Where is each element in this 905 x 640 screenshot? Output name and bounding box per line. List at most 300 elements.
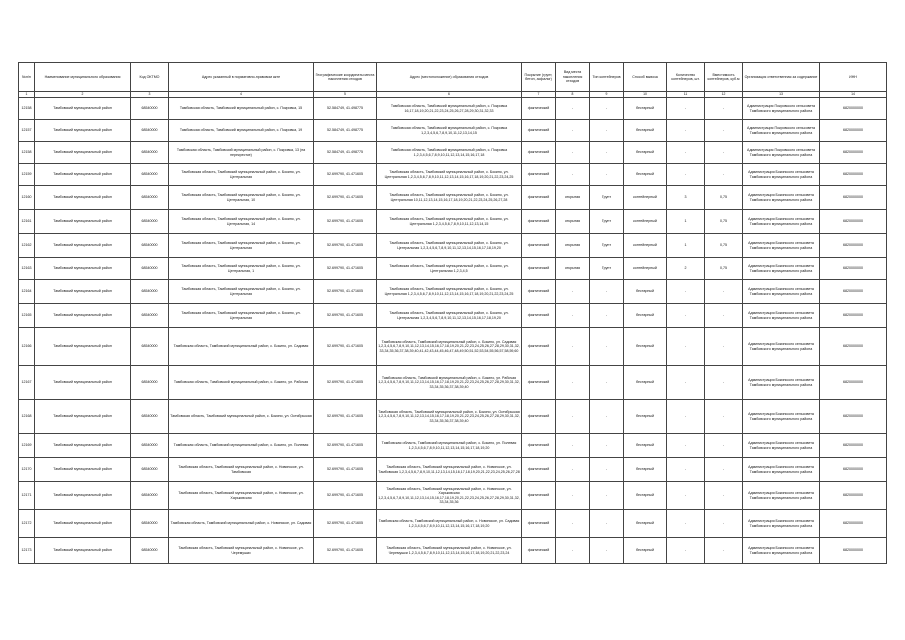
removal-method: бестарный bbox=[624, 142, 667, 164]
header-cell: Адрес указанный в нормативно-правовом акте bbox=[169, 63, 314, 92]
inn-code: 6820000000 bbox=[820, 304, 887, 328]
legal-address: Тамбовская область, Тамбовский муниципальный район, с. Бокино, ул. Садовая bbox=[169, 328, 314, 366]
responsible-organization: Администрация Бокинского сельсовета Тамбовского муниципального района bbox=[743, 280, 820, 304]
removal-method: бестарный bbox=[624, 482, 667, 510]
responsible-organization: Администрация Покровского сельсовета Тамбовского муниципального района bbox=[743, 120, 820, 142]
container-type: Грунт bbox=[590, 234, 624, 258]
container-type: - bbox=[590, 280, 624, 304]
container-volume: - bbox=[705, 400, 743, 434]
inn-code: 6820000000 bbox=[820, 434, 887, 458]
site-kind: - bbox=[556, 304, 590, 328]
row-number: 12168 bbox=[19, 400, 35, 434]
responsible-organization: Администрация Бокинского сельсовета Тамбовского муниципального района bbox=[743, 482, 820, 510]
legal-address: Тамбовская область, Тамбовский муниципальный район, с. Бокино, ул. Центральная bbox=[169, 280, 314, 304]
geo-coordinates: 52.699790, 41.471605 bbox=[314, 538, 377, 564]
waste-origin-address: Тамбовская область, Тамбовский муниципальный район, с. Покровка 16,17,18,19,20,21,22,23,24,25,26,27,28,29,30,31,32,33 bbox=[377, 98, 522, 120]
surface-type: фактический bbox=[522, 482, 556, 510]
table-row bbox=[19, 210, 887, 234]
oktmo-code: 68540000 bbox=[131, 280, 169, 304]
municipality-name: Тамбовский муниципальный район bbox=[35, 400, 131, 434]
oktmo-code: 68540000 bbox=[131, 120, 169, 142]
table-body bbox=[19, 98, 887, 564]
site-kind: - bbox=[556, 120, 590, 142]
municipality-name: Тамбовский муниципальный район bbox=[35, 98, 131, 120]
waste-origin-address: Тамбовская область, Тамбовский муниципальный район, с. Бокино, ул. Садовая 1,2,3,4,5,6,7,8,9,10,11,12,13,14,15,16,17,18,19,20,21,22,23,24,25,26,27,28,29,30,31,32,33,34,35,36,37,38,39,40,41,42,43,44,45,46,47,48,49,50,51,52,53,54,55,56,57,58,59,60 bbox=[377, 328, 522, 366]
header-cell: Тип контейнеров bbox=[590, 63, 624, 92]
container-volume: 0,75 bbox=[705, 186, 743, 210]
municipality-name: Тамбовский муниципальный район bbox=[35, 210, 131, 234]
row-number: 12170 bbox=[19, 458, 35, 482]
site-kind: - bbox=[556, 98, 590, 120]
inn-code: 6820000000 bbox=[820, 258, 887, 280]
waste-origin-address: Тамбовская область, Тамбовский муниципальный район, с. Новинское, ул. Тамбовская 1,2,3,4,5,6,7,8,9,10,11,12,13,14,15,16,17,18,19,20,21,22,23,24,25,26,27,28 bbox=[377, 458, 522, 482]
legal-address: Тамбовская область, Тамбовский муниципальный район, с. Бокино, ул. Рабочая bbox=[169, 366, 314, 400]
table-row bbox=[19, 164, 887, 186]
column-number: 10 bbox=[624, 92, 667, 98]
municipality-name: Тамбовский муниципальный район bbox=[35, 482, 131, 510]
table-row bbox=[19, 120, 887, 142]
container-count: 3 bbox=[667, 186, 705, 210]
site-kind: - bbox=[556, 142, 590, 164]
legal-address: Тамбовская область, Тамбовский муниципальный район, с. Бокино, ул. Центральная, 1 bbox=[169, 258, 314, 280]
container-type: - bbox=[590, 304, 624, 328]
inn-code: 6820000000 bbox=[820, 366, 887, 400]
site-kind: - bbox=[556, 366, 590, 400]
header-cell: Код ОКТМО bbox=[131, 63, 169, 92]
header-cell: Адрес (местоположение) образования отходов bbox=[377, 63, 522, 92]
legal-address: Тамбовская область, Тамбовский муниципальный район, с. Новинское, ул. Тамбовская bbox=[169, 458, 314, 482]
removal-method: бестарный bbox=[624, 280, 667, 304]
container-count: - bbox=[667, 98, 705, 120]
column-number: 14 bbox=[820, 92, 887, 98]
responsible-organization: Администрация Бокинского сельсовета Тамбовского муниципального района bbox=[743, 366, 820, 400]
municipality-name: Тамбовский муниципальный район bbox=[35, 366, 131, 400]
site-kind: - bbox=[556, 510, 590, 538]
header-cell: Вместимость контейнеров, куб.м bbox=[705, 63, 743, 92]
column-number: 4 bbox=[169, 92, 314, 98]
container-count: - bbox=[667, 482, 705, 510]
geo-coordinates: 52.699790, 41.471605 bbox=[314, 164, 377, 186]
oktmo-code: 68540000 bbox=[131, 164, 169, 186]
removal-method: контейнерный bbox=[624, 234, 667, 258]
container-type: - bbox=[590, 98, 624, 120]
surface-type: фактический bbox=[522, 98, 556, 120]
responsible-organization: Администрация Бокинского сельсовета Тамбовского муниципального района bbox=[743, 458, 820, 482]
geo-coordinates: 52.699790, 41.471605 bbox=[314, 234, 377, 258]
container-count: - bbox=[667, 510, 705, 538]
table-row bbox=[19, 482, 887, 510]
removal-method: бестарный bbox=[624, 98, 667, 120]
container-type: - bbox=[590, 328, 624, 366]
column-number: 9 bbox=[590, 92, 624, 98]
responsible-organization: Администрация Покровского сельсовета Тамбовского муниципального района bbox=[743, 142, 820, 164]
container-type: - bbox=[590, 400, 624, 434]
geo-coordinates: 52.699790, 41.471605 bbox=[314, 482, 377, 510]
removal-method: контейнерный bbox=[624, 210, 667, 234]
surface-type: фактический bbox=[522, 510, 556, 538]
legal-address: Тамбовская область, Тамбовский муниципальный район, с. Покровка, 13 (на перекрестке) bbox=[169, 142, 314, 164]
oktmo-code: 68540000 bbox=[131, 366, 169, 400]
geo-coordinates: 52.699790, 41.471605 bbox=[314, 258, 377, 280]
row-number: 12157 bbox=[19, 120, 35, 142]
header-cell: Количество контейнеров, шт. bbox=[667, 63, 705, 92]
row-number: 12164 bbox=[19, 280, 35, 304]
legal-address: Тамбовская область, Тамбовский муниципальный район, с. Бокино, ул. Центральная, 10 bbox=[169, 186, 314, 210]
responsible-organization: Администрация Бокинского сельсовета Тамбовского муниципального района bbox=[743, 164, 820, 186]
column-number: 6 bbox=[377, 92, 522, 98]
table-row bbox=[19, 304, 887, 328]
waste-sites-register-table bbox=[18, 62, 887, 564]
header-cell: Наименование муниципального образования bbox=[35, 63, 131, 92]
oktmo-code: 68540000 bbox=[131, 328, 169, 366]
inn-code: 6820000000 bbox=[820, 510, 887, 538]
inn-code: 6820000000 bbox=[820, 142, 887, 164]
responsible-organization: Администрация Бокинского сельсовета Тамбовского муниципального района bbox=[743, 538, 820, 564]
container-volume: - bbox=[705, 120, 743, 142]
table-row bbox=[19, 538, 887, 564]
container-count: - bbox=[667, 458, 705, 482]
row-number: 12165 bbox=[19, 304, 35, 328]
table-row bbox=[19, 280, 887, 304]
container-type: - bbox=[590, 434, 624, 458]
responsible-organization: Администрация Бокинского сельсовета Тамбовского муниципального района bbox=[743, 328, 820, 366]
removal-method: бестарный bbox=[624, 458, 667, 482]
responsible-organization: Администрация Бокинского сельсовета Тамбовского муниципального района bbox=[743, 304, 820, 328]
waste-origin-address: Тамбовская область, Тамбовский муниципальный район, с. Бокино, ул. Центральная 1,2,3,4,5,6,7,8,9,10,11,12,13,14,15,16,17,18,19,20 bbox=[377, 304, 522, 328]
container-type: - bbox=[590, 120, 624, 142]
container-type: Грунт bbox=[590, 258, 624, 280]
site-kind: - bbox=[556, 164, 590, 186]
site-kind: - bbox=[556, 538, 590, 564]
table-row bbox=[19, 258, 887, 280]
geo-coordinates: 52.699790, 41.471605 bbox=[314, 328, 377, 366]
removal-method: бестарный bbox=[624, 328, 667, 366]
geo-coordinates: 52.699790, 41.471605 bbox=[314, 280, 377, 304]
row-number: 12173 bbox=[19, 538, 35, 564]
oktmo-code: 68540000 bbox=[131, 400, 169, 434]
surface-type: фактический bbox=[522, 434, 556, 458]
container-volume: - bbox=[705, 458, 743, 482]
column-number: 5 bbox=[314, 92, 377, 98]
geo-coordinates: 52.584749, 41.498775 bbox=[314, 98, 377, 120]
container-count: - bbox=[667, 280, 705, 304]
row-number: 12172 bbox=[19, 510, 35, 538]
surface-type: фактический bbox=[522, 210, 556, 234]
responsible-organization: Администрация Бокинского сельсовета Тамбовского муниципального района bbox=[743, 186, 820, 210]
responsible-organization: Администрация Покровского сельсовета Тамбовского муниципального района bbox=[743, 98, 820, 120]
table-row bbox=[19, 366, 887, 400]
table-row bbox=[19, 434, 887, 458]
header-cell: Способ вывоза bbox=[624, 63, 667, 92]
waste-origin-address: Тамбовская область, Тамбовский муниципальный район, с. Бокино, ул. Центральная 10,11,12,13,14,15,16,17,18,19,20,21,22,23,24,25,26,27,28 bbox=[377, 186, 522, 210]
geo-coordinates: 52.699790, 41.471605 bbox=[314, 210, 377, 234]
container-volume: - bbox=[705, 538, 743, 564]
site-kind: открытая bbox=[556, 210, 590, 234]
container-volume: - bbox=[705, 304, 743, 328]
header-cell: Покрытие (грунт, бетон, асфальт) bbox=[522, 63, 556, 92]
surface-type: фактический bbox=[522, 366, 556, 400]
container-volume: 0,75 bbox=[705, 234, 743, 258]
table-row bbox=[19, 510, 887, 538]
container-count: 2 bbox=[667, 258, 705, 280]
header-cell: Географические координаты места накопления отходов bbox=[314, 63, 377, 92]
column-number: 13 bbox=[743, 92, 820, 98]
inn-code: 6820000000 bbox=[820, 234, 887, 258]
column-number: 12 bbox=[705, 92, 743, 98]
container-count: - bbox=[667, 366, 705, 400]
legal-address: Тамбовская область, Тамбовский муниципальный район, с. Бокино, ул. Центральная, 14 bbox=[169, 210, 314, 234]
container-volume: 0,75 bbox=[705, 258, 743, 280]
column-number: 8 bbox=[556, 92, 590, 98]
waste-origin-address: Тамбовская область, Тамбовский муниципальный район, с. Новинское, ул. Харьковская 1,2,3,4,5,6,7,8,9,10,11,12,13,14,15,16,17,18,19,20,21,22,23,24,25,26,27,28,29,30,31,32,33,34,35,36 bbox=[377, 482, 522, 510]
geo-coordinates: 52.699790, 41.471605 bbox=[314, 304, 377, 328]
municipality-name: Тамбовский муниципальный район bbox=[35, 304, 131, 328]
responsible-organization: Администрация Бокинского сельсовета Тамбовского муниципального района bbox=[743, 234, 820, 258]
oktmo-code: 68540000 bbox=[131, 234, 169, 258]
inn-code: 6820000000 bbox=[820, 186, 887, 210]
site-kind: - bbox=[556, 280, 590, 304]
removal-method: бестарный bbox=[624, 510, 667, 538]
removal-method: бестарный bbox=[624, 538, 667, 564]
container-count: - bbox=[667, 328, 705, 366]
container-type: - bbox=[590, 366, 624, 400]
geo-coordinates: 52.584749, 41.498775 bbox=[314, 120, 377, 142]
container-count: - bbox=[667, 164, 705, 186]
waste-origin-address: Тамбовская область, Тамбовский муниципальный район, с. Новинское, ул. Садовая 1,2,3,4,5,6,7,8,9,10,11,12,13,14,15,16,17,18,19,20 bbox=[377, 510, 522, 538]
container-volume: - bbox=[705, 366, 743, 400]
column-number: 3 bbox=[131, 92, 169, 98]
removal-method: контейнерный bbox=[624, 186, 667, 210]
municipality-name: Тамбовский муниципальный район bbox=[35, 538, 131, 564]
oktmo-code: 68540000 bbox=[131, 98, 169, 120]
geo-coordinates: 52.584749, 41.498775 bbox=[314, 142, 377, 164]
container-type: - bbox=[590, 538, 624, 564]
row-number: 12159 bbox=[19, 164, 35, 186]
row-number: 12166 bbox=[19, 328, 35, 366]
oktmo-code: 68540000 bbox=[131, 142, 169, 164]
container-count: - bbox=[667, 304, 705, 328]
container-volume: - bbox=[705, 328, 743, 366]
municipality-name: Тамбовский муниципальный район bbox=[35, 510, 131, 538]
waste-origin-address: Тамбовская область, Тамбовский муниципальный район, с. Новинское, ул. Черемушки 1,2,3,4,5,6,7,8,9,10,11,12,13,14,15,16,17,18,19,20,21,22,23,24 bbox=[377, 538, 522, 564]
table-row bbox=[19, 234, 887, 258]
site-kind: - bbox=[556, 434, 590, 458]
column-number: 7 bbox=[522, 92, 556, 98]
legal-address: Тамбовская область, Тамбовский муниципальный район, с. Новинское, ул. Харьковская bbox=[169, 482, 314, 510]
container-count: 1 bbox=[667, 234, 705, 258]
container-count: - bbox=[667, 400, 705, 434]
row-number: 12160 bbox=[19, 186, 35, 210]
municipality-name: Тамбовский муниципальный район bbox=[35, 164, 131, 186]
waste-origin-address: Тамбовская область, Тамбовский муниципальный район, с. Бокино, ул. Рабочая 1,2,3,4,5,6,7,8,9,10,11,12,13,14,15,16,17,18,19,20,21,22,23,24,25,26,27,28,29,30,31,32,33,34,35,36,37,38,39,40 bbox=[377, 366, 522, 400]
municipality-name: Тамбовский муниципальный район bbox=[35, 258, 131, 280]
container-volume: - bbox=[705, 482, 743, 510]
table-row bbox=[19, 98, 887, 120]
table-row bbox=[19, 458, 887, 482]
container-volume: - bbox=[705, 280, 743, 304]
site-kind: - bbox=[556, 328, 590, 366]
container-type: - bbox=[590, 458, 624, 482]
inn-code: 6820000000 bbox=[820, 458, 887, 482]
oktmo-code: 68540000 bbox=[131, 304, 169, 328]
container-type: - bbox=[590, 164, 624, 186]
surface-type: фактический bbox=[522, 280, 556, 304]
surface-type: фактический bbox=[522, 120, 556, 142]
municipality-name: Тамбовский муниципальный район bbox=[35, 328, 131, 366]
oktmo-code: 68540000 bbox=[131, 210, 169, 234]
site-kind: открытая bbox=[556, 258, 590, 280]
row-number: 12158 bbox=[19, 98, 35, 120]
waste-origin-address: Тамбовская область, Тамбовский муниципальный район, с. Бокино, ул. Центральная 1,2,3,4,5,6,7,8,9,10,11,12,13,14,15,16,17,18,19,20,21,22,23,24,25 bbox=[377, 164, 522, 186]
container-type: Грунт bbox=[590, 186, 624, 210]
oktmo-code: 68540000 bbox=[131, 538, 169, 564]
waste-origin-address: Тамбовская область, Тамбовский муниципальный район, с. Бокино, ул. Центральная 1,2,3,4,5,6,7,8,9,10,11,12,13,14,15,16,17,18,19,20,21,22,23,24,25 bbox=[377, 280, 522, 304]
header-cell: №п/п bbox=[19, 63, 35, 92]
site-kind: - bbox=[556, 482, 590, 510]
removal-method: бестарный bbox=[624, 366, 667, 400]
surface-type: фактический bbox=[522, 458, 556, 482]
waste-origin-address: Тамбовская область, Тамбовский муниципальный район, с. Бокино, ул. Октябрьская 1,2,3,4,5,6,7,8,9,10,11,12,13,14,15,16,17,18,19,20,21,22,23,24,25,26,27,28,29,30,31,32,33,34,35,36,37,38,39,40 bbox=[377, 400, 522, 434]
row-number: 12162 bbox=[19, 234, 35, 258]
column-number: 1 bbox=[19, 92, 35, 98]
column-number: 11 bbox=[667, 92, 705, 98]
inn-code: 6820000000 bbox=[820, 164, 887, 186]
table-row bbox=[19, 328, 887, 366]
legal-address: Тамбовская область, Тамбовский муниципальный район, с. Бокино, ул. Центральная bbox=[169, 304, 314, 328]
removal-method: бестарный bbox=[624, 434, 667, 458]
site-kind: - bbox=[556, 458, 590, 482]
site-kind: открытая bbox=[556, 186, 590, 210]
inn-code: 6820000000 bbox=[820, 328, 887, 366]
removal-method: бестарный bbox=[624, 304, 667, 328]
waste-origin-address: Тамбовская область, Тамбовский муниципальный район, с. Покровка 1,2,3,4,5,6,7,8,9,10,11,12,13,14,15,16,17,18 bbox=[377, 142, 522, 164]
waste-origin-address: Тамбовская область, Тамбовский муниципальный район, с. Бокино, ул. Полевая 1,2,3,4,5,6,7,8,9,10,11,12,13,14,15,16,17,18,19,20 bbox=[377, 434, 522, 458]
row-number: 12163 bbox=[19, 258, 35, 280]
surface-type: фактический bbox=[522, 258, 556, 280]
waste-origin-address: Тамбовская область, Тамбовский муниципальный район, с. Покровка 1,2,3,4,5,6,7,8,9,10,11,12,13,14,15 bbox=[377, 120, 522, 142]
row-number: 12167 bbox=[19, 366, 35, 400]
municipality-name: Тамбовский муниципальный район bbox=[35, 234, 131, 258]
geo-coordinates: 52.699790, 41.471605 bbox=[314, 434, 377, 458]
container-volume: 0,75 bbox=[705, 210, 743, 234]
container-count: - bbox=[667, 142, 705, 164]
container-volume: - bbox=[705, 142, 743, 164]
legal-address: Тамбовская область, Тамбовский муниципальный район, с. Бокино, ул. Центральная bbox=[169, 234, 314, 258]
removal-method: бестарный bbox=[624, 400, 667, 434]
geo-coordinates: 52.699790, 41.471605 bbox=[314, 400, 377, 434]
waste-origin-address: Тамбовская область, Тамбовский муниципальный район, с. Бокино, ул. Центральная 1,2,3,4,5 bbox=[377, 258, 522, 280]
surface-type: фактический bbox=[522, 142, 556, 164]
inn-code: 6820000000 bbox=[820, 210, 887, 234]
municipality-name: Тамбовский муниципальный район bbox=[35, 280, 131, 304]
inn-code: 6820000000 bbox=[820, 98, 887, 120]
header-cell: Вид места накопления отходов bbox=[556, 63, 590, 92]
municipality-name: Тамбовский муниципальный район bbox=[35, 186, 131, 210]
removal-method: контейнерный bbox=[624, 258, 667, 280]
table-row bbox=[19, 186, 887, 210]
container-volume: - bbox=[705, 434, 743, 458]
container-type: Грунт bbox=[590, 210, 624, 234]
oktmo-code: 68540000 bbox=[131, 510, 169, 538]
container-type: - bbox=[590, 482, 624, 510]
header-cell: Организация ответственная за содержание bbox=[743, 63, 820, 92]
surface-type: фактический bbox=[522, 304, 556, 328]
legal-address: Тамбовская область, Тамбовский муниципальный район, с. Бокино, ул. Полевая bbox=[169, 434, 314, 458]
container-count: - bbox=[667, 434, 705, 458]
legal-address: Тамбовская область, Тамбовский муниципальный район, с. Новинское, ул. Черемушки bbox=[169, 538, 314, 564]
container-type: - bbox=[590, 142, 624, 164]
inn-code: 6820000000 bbox=[820, 280, 887, 304]
waste-origin-address: Тамбовская область, Тамбовский муниципальный район, с. Бокино, ул. Центральная 1,2,3,4,5,6,7,8,9,10,11,12,13,14,15 bbox=[377, 210, 522, 234]
table-row bbox=[19, 400, 887, 434]
removal-method: бестарный bbox=[624, 120, 667, 142]
surface-type: фактический bbox=[522, 234, 556, 258]
container-count: - bbox=[667, 538, 705, 564]
oktmo-code: 68540000 bbox=[131, 482, 169, 510]
responsible-organization: Администрация Бокинского сельсовета Тамбовского муниципального района bbox=[743, 258, 820, 280]
container-volume: - bbox=[705, 510, 743, 538]
container-type: - bbox=[590, 510, 624, 538]
geo-coordinates: 52.699790, 41.471605 bbox=[314, 458, 377, 482]
responsible-organization: Администрация Бокинского сельсовета Тамбовского муниципального района bbox=[743, 510, 820, 538]
legal-address: Тамбовская область, Тамбовский муниципальный район, с. Бокино, ул. Центральная bbox=[169, 164, 314, 186]
container-count: 1 bbox=[667, 210, 705, 234]
surface-type: фактический bbox=[522, 538, 556, 564]
legal-address: Тамбовская область, Тамбовский муниципальный район, с. Покровка, 19 bbox=[169, 120, 314, 142]
table-row bbox=[19, 142, 887, 164]
surface-type: фактический bbox=[522, 186, 556, 210]
municipality-name: Тамбовский муниципальный район bbox=[35, 142, 131, 164]
row-number: 12158 bbox=[19, 142, 35, 164]
oktmo-code: 68540000 bbox=[131, 186, 169, 210]
container-count: - bbox=[667, 120, 705, 142]
site-kind: открытая bbox=[556, 234, 590, 258]
removal-method: бестарный bbox=[624, 164, 667, 186]
oktmo-code: 68540000 bbox=[131, 434, 169, 458]
row-number: 12161 bbox=[19, 210, 35, 234]
surface-type: фактический bbox=[522, 328, 556, 366]
surface-type: фактический bbox=[522, 164, 556, 186]
responsible-organization: Администрация Бокинского сельсовета Тамбовского муниципального района bbox=[743, 400, 820, 434]
responsible-organization: Администрация Бокинского сельсовета Тамбовского муниципального района bbox=[743, 434, 820, 458]
legal-address: Тамбовская область, Тамбовский муниципальный район, с. Новинское, ул. Садовая bbox=[169, 510, 314, 538]
oktmo-code: 68540000 bbox=[131, 458, 169, 482]
geo-coordinates: 52.699790, 41.471605 bbox=[314, 510, 377, 538]
geo-coordinates: 52.699790, 41.471605 bbox=[314, 366, 377, 400]
header-cell: ИНН bbox=[820, 63, 887, 92]
municipality-name: Тамбовский муниципальный район bbox=[35, 120, 131, 142]
row-number: 12171 bbox=[19, 482, 35, 510]
column-number: 2 bbox=[35, 92, 131, 98]
surface-type: фактический bbox=[522, 400, 556, 434]
inn-code: 6820000000 bbox=[820, 538, 887, 564]
inn-code: 6820000000 bbox=[820, 482, 887, 510]
legal-address: Тамбовская область, Тамбовский муниципальный район, с. Бокино, ул. Октябрьская bbox=[169, 400, 314, 434]
municipality-name: Тамбовский муниципальный район bbox=[35, 434, 131, 458]
legal-address: Тамбовская область, Тамбовский муниципальный район, с. Покровка, 15 bbox=[169, 98, 314, 120]
waste-origin-address: Тамбовская область, Тамбовский муниципальный район, с. Бокино, ул. Центральная 1,2,3,4,5,6,7,8,9,10,11,12,13,14,15,16,17,18,19,20 bbox=[377, 234, 522, 258]
inn-code: 6820000000 bbox=[820, 120, 887, 142]
oktmo-code: 68540000 bbox=[131, 258, 169, 280]
row-number: 12169 bbox=[19, 434, 35, 458]
container-volume: - bbox=[705, 98, 743, 120]
municipality-name: Тамбовский муниципальный район bbox=[35, 458, 131, 482]
header-row bbox=[19, 63, 887, 92]
inn-code: 6820000000 bbox=[820, 400, 887, 434]
geo-coordinates: 52.699790, 41.471605 bbox=[314, 186, 377, 210]
container-volume: - bbox=[705, 164, 743, 186]
site-kind: - bbox=[556, 400, 590, 434]
